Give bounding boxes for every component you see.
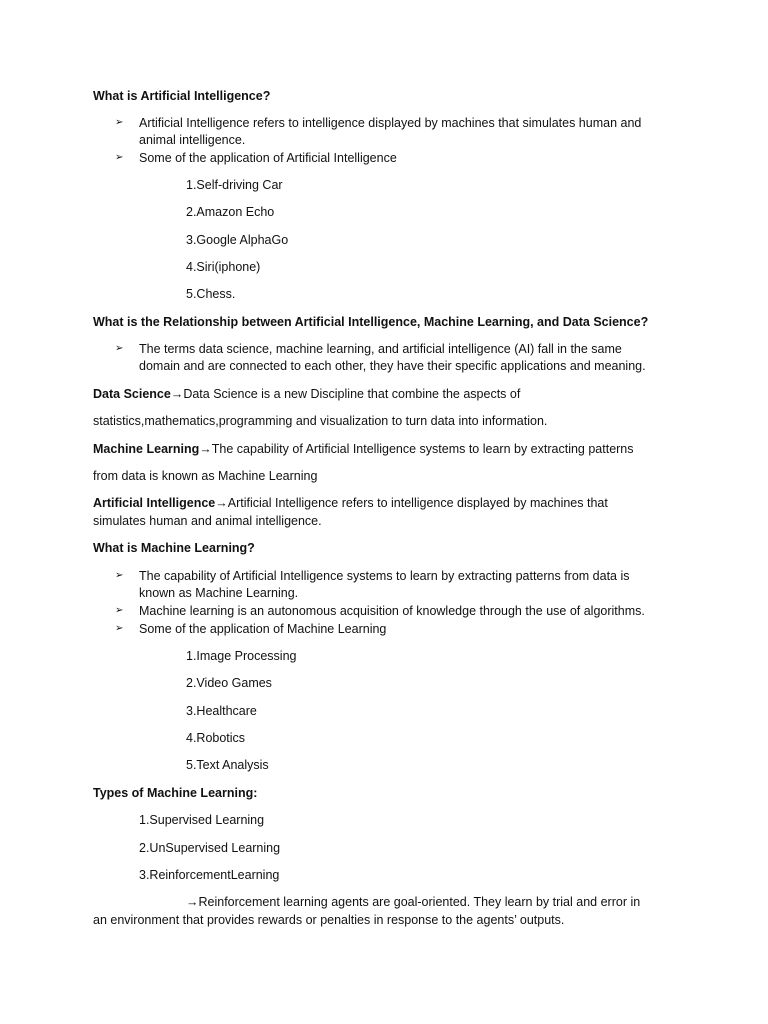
ml-app-item: 2.Video Games	[186, 676, 272, 690]
heading-types: Types of Machine Learning:	[93, 786, 258, 800]
bullet-arrow-icon: ➢	[115, 152, 124, 163]
ml-app-item: 3.Healthcare	[186, 704, 257, 718]
heading-relationship: What is the Relationship between Artificial Intelligence, Machine Learning, and Data Science?	[93, 315, 649, 329]
heading-ml: What is Machine Learning?	[93, 541, 255, 555]
ai-definition	[93, 494, 608, 512]
rl-text: Reinforcement learning agents are goal-oriented. They learn by trial and error in	[198, 895, 641, 909]
ml-bullet-2: Machine learning is an autonomous acquisition of knowledge through the use of algorithms.	[139, 604, 645, 618]
ai-app-item: 4.Siri(iphone)	[186, 260, 261, 274]
ai-app-item: 2.Amazon Echo	[186, 205, 275, 219]
bullet-arrow-icon: ➢	[115, 570, 124, 581]
ml-bullet-1-line-1: The capability of Artificial Intelligence systems to learn by extracting patterns from data is	[139, 569, 630, 583]
ai-text-line-2: simulates human and animal intelligence.	[93, 514, 322, 528]
ml-bullet-1-line-2: known as Machine Learning.	[139, 586, 299, 600]
bullet-arrow-icon: ➢	[115, 605, 124, 616]
ds-definition	[93, 385, 520, 403]
ds-text-line-2: statistics,mathematics,programming and visualization to turn data into information.	[93, 414, 548, 428]
types-item: 3.ReinforcementLearning	[139, 868, 280, 882]
ai-bullet-1-line-1: Artificial Intelligence refers to intelligence displayed by machines that simulates human and	[139, 116, 642, 130]
ai-text: Artificial Intelligence refers to intelligence displayed by machines that	[227, 496, 608, 510]
ai-app-item: 3.Google AlphaGo	[186, 233, 289, 247]
ml-term: Machine Learning	[93, 442, 200, 456]
arrow-icon: →	[215, 496, 228, 510]
ai-term: Artificial Intelligence	[93, 496, 216, 510]
bullet-arrow-icon: ➢	[115, 623, 124, 634]
ai-bullet-1-line-2: animal intelligence.	[139, 133, 246, 147]
arrow-icon: →	[186, 895, 199, 909]
rl-description-line-2: an environment that provides rewards or penalties in response to the agents’ outputs.	[93, 913, 565, 927]
arrow-icon: →	[170, 387, 184, 401]
ai-app-item: 1.Self-driving Car	[186, 178, 283, 192]
bullet-arrow-icon: ➢	[115, 343, 124, 354]
ml-text: The capability of Artificial Intelligence systems to learn by extracting patterns	[211, 442, 634, 456]
rel-bullet-1-line-1: The terms data science, machine learning, and artificial intelligence (AI) fall in the same	[139, 342, 622, 356]
ml-bullet-3: Some of the application of Machine Learning	[139, 622, 387, 636]
rl-description-line-1	[186, 893, 640, 911]
bullet-arrow-icon: ➢	[115, 117, 124, 128]
ml-app-item: 4.Robotics	[186, 731, 246, 745]
ml-definition	[93, 440, 634, 458]
types-item: 1.Supervised Learning	[139, 813, 265, 827]
heading-ai: What is Artificial Intelligence?	[93, 89, 271, 103]
rel-bullet-1-line-2: domain and are connected to each other, they have their specific applications and meaning.	[139, 359, 646, 373]
types-item: 2.UnSupervised Learning	[139, 841, 281, 855]
ds-term: Data Science	[93, 387, 171, 401]
ml-app-item: 5.Text Analysis	[186, 758, 269, 772]
ai-app-item: 5.Chess.	[186, 287, 236, 301]
ml-app-item: 1.Image Processing	[186, 649, 297, 663]
ai-bullet-2: Some of the application of Artificial Intelligence	[139, 151, 397, 165]
ml-text-line-2: from data is known as Machine Learning	[93, 469, 318, 483]
ds-text: Data Science is a new Discipline that combine the aspects of	[183, 387, 521, 401]
arrow-icon: →	[199, 442, 212, 456]
